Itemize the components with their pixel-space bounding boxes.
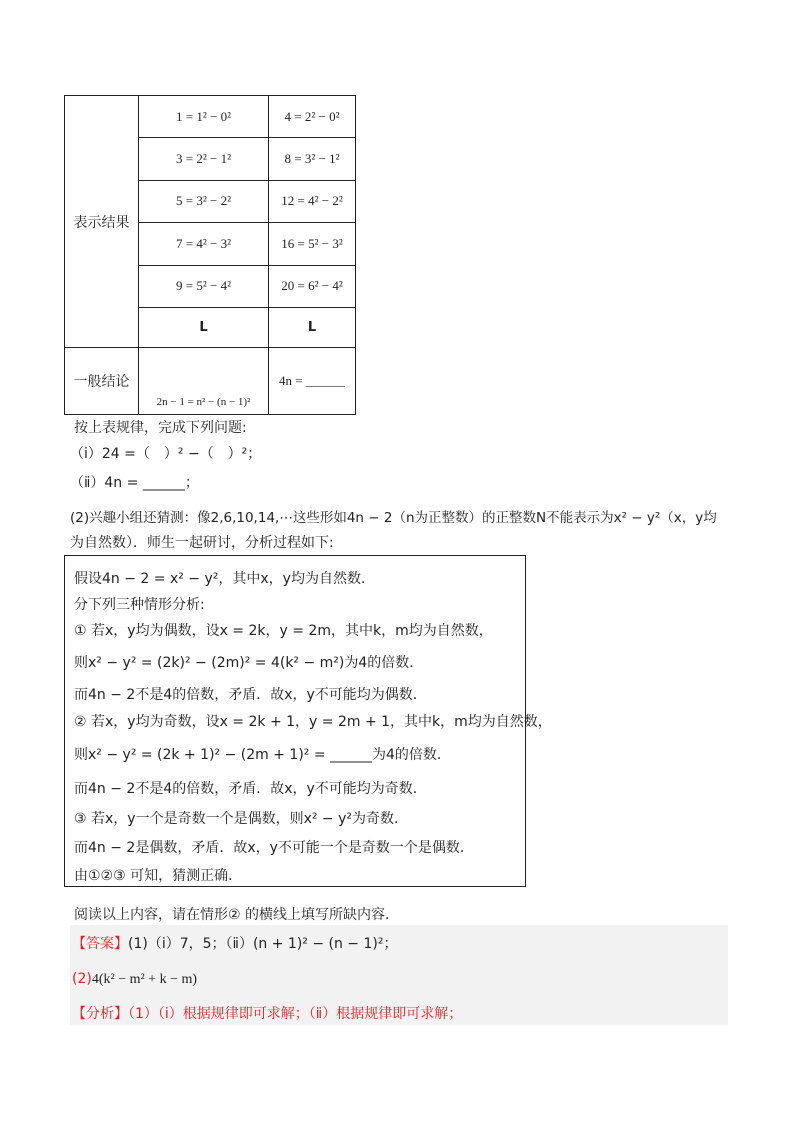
part2-line1: (2)兴趣小组还猜测：像2,6,10,14,⋯这些形如4n − 2（n为正整数）的正整数N不能表示为x² − y²（x，y均 <box>70 510 717 526</box>
prompt-text: 阅读以上内容，请在情形② 的横线上填写所缺内容． <box>74 907 399 923</box>
analysis-line: ① 若x，y均为偶数，设x = 2k，y = 2m，其中k，m均为自然数， <box>74 623 493 639</box>
table-cell: 16 = 5² − 3² <box>269 223 356 265</box>
table-cell: 3 = 2² − 1² <box>139 138 269 180</box>
table-cell: 9 = 5² − 4² <box>139 265 269 307</box>
analysis-line: 而4n − 2不是4的倍数，矛盾．故x，y不可能均为奇数． <box>74 781 427 797</box>
ellipsis-cell: L <box>139 307 269 347</box>
analysis-line: ② 若x，y均为奇数，设x = 2k + 1，y = 2m + 1，其中k，m均为自然数， <box>74 714 552 730</box>
analysis-tag: 【分析】 <box>72 1006 128 1022</box>
analysis-line: 而4n − 2不是4的倍数，矛盾．故x，y不可能均为偶数． <box>74 687 427 703</box>
table-cell: 8 = 3² − 1² <box>269 138 356 180</box>
table-cell: 12 = 4² − 2² <box>269 180 356 222</box>
table-cell: 20 = 6² − 4² <box>269 265 356 307</box>
answer-area <box>70 925 728 1025</box>
table-cell: 5 = 3² − 2² <box>139 180 269 222</box>
analysis-line: 则x² − y² = (2k)² − (2m)² = 4(k² − m²)为4的倍数． <box>74 655 424 671</box>
analysis-line: 假设4n − 2 = x² − y²，其中x，y均为自然数． <box>74 571 375 587</box>
table-cell: 4 = 2² − 0² <box>269 96 356 138</box>
answer-tag: 【答案】 <box>72 936 128 952</box>
rules-table <box>64 95 356 415</box>
analysis-line: 而4n − 2是偶数，矛盾．故x，y不可能一个是奇数一个是偶数． <box>74 840 474 856</box>
analysis-line: ③ 若x，y一个是奇数一个是偶数，则x² − y²为奇数． <box>74 811 408 827</box>
answer-part2-expr: 4(k² − m² + k − m) <box>91 972 198 987</box>
ellipsis-cell: L <box>269 307 356 347</box>
analysis-line: 则x² − y² = (2k + 1)² − (2m + 1)² = ______为4的倍数． <box>74 747 451 763</box>
table-cell: 1 = 1² − 0² <box>139 96 269 138</box>
result-label: 表示结果 <box>65 96 139 348</box>
answer-part2-label: (2) <box>72 971 92 987</box>
general-right: 4n = ______ <box>269 348 356 415</box>
table-cell: 7 = 4² − 3² <box>139 223 269 265</box>
general-label: 一般结论 <box>65 348 139 415</box>
analysis-line: 分下列三种情形分析: <box>74 597 205 613</box>
analysis-text: （1）（ⅰ）根据规律即可求解；（ⅱ）根据规律即可求解； <box>128 1006 463 1022</box>
part2-line2: 为自然数）．师生一起研讨，分析过程如下: <box>70 535 334 551</box>
analysis-line: 由①②③ 可知，猜测正确． <box>74 868 243 884</box>
analysis-box <box>64 555 552 887</box>
question-2: （ⅱ）4n = ______； <box>70 475 199 491</box>
question-1: （ⅰ）24 =（ ）² −（ ）²； <box>70 446 262 462</box>
answer-part1: (1)（ⅰ）7，5；（ⅱ）(n + 1)² − (n − 1)²； <box>128 936 398 952</box>
intro-text: 按上表规律，完成下列问题: <box>74 420 247 436</box>
general-left: 2n − 1 = n² − (n − 1)² <box>139 348 269 415</box>
